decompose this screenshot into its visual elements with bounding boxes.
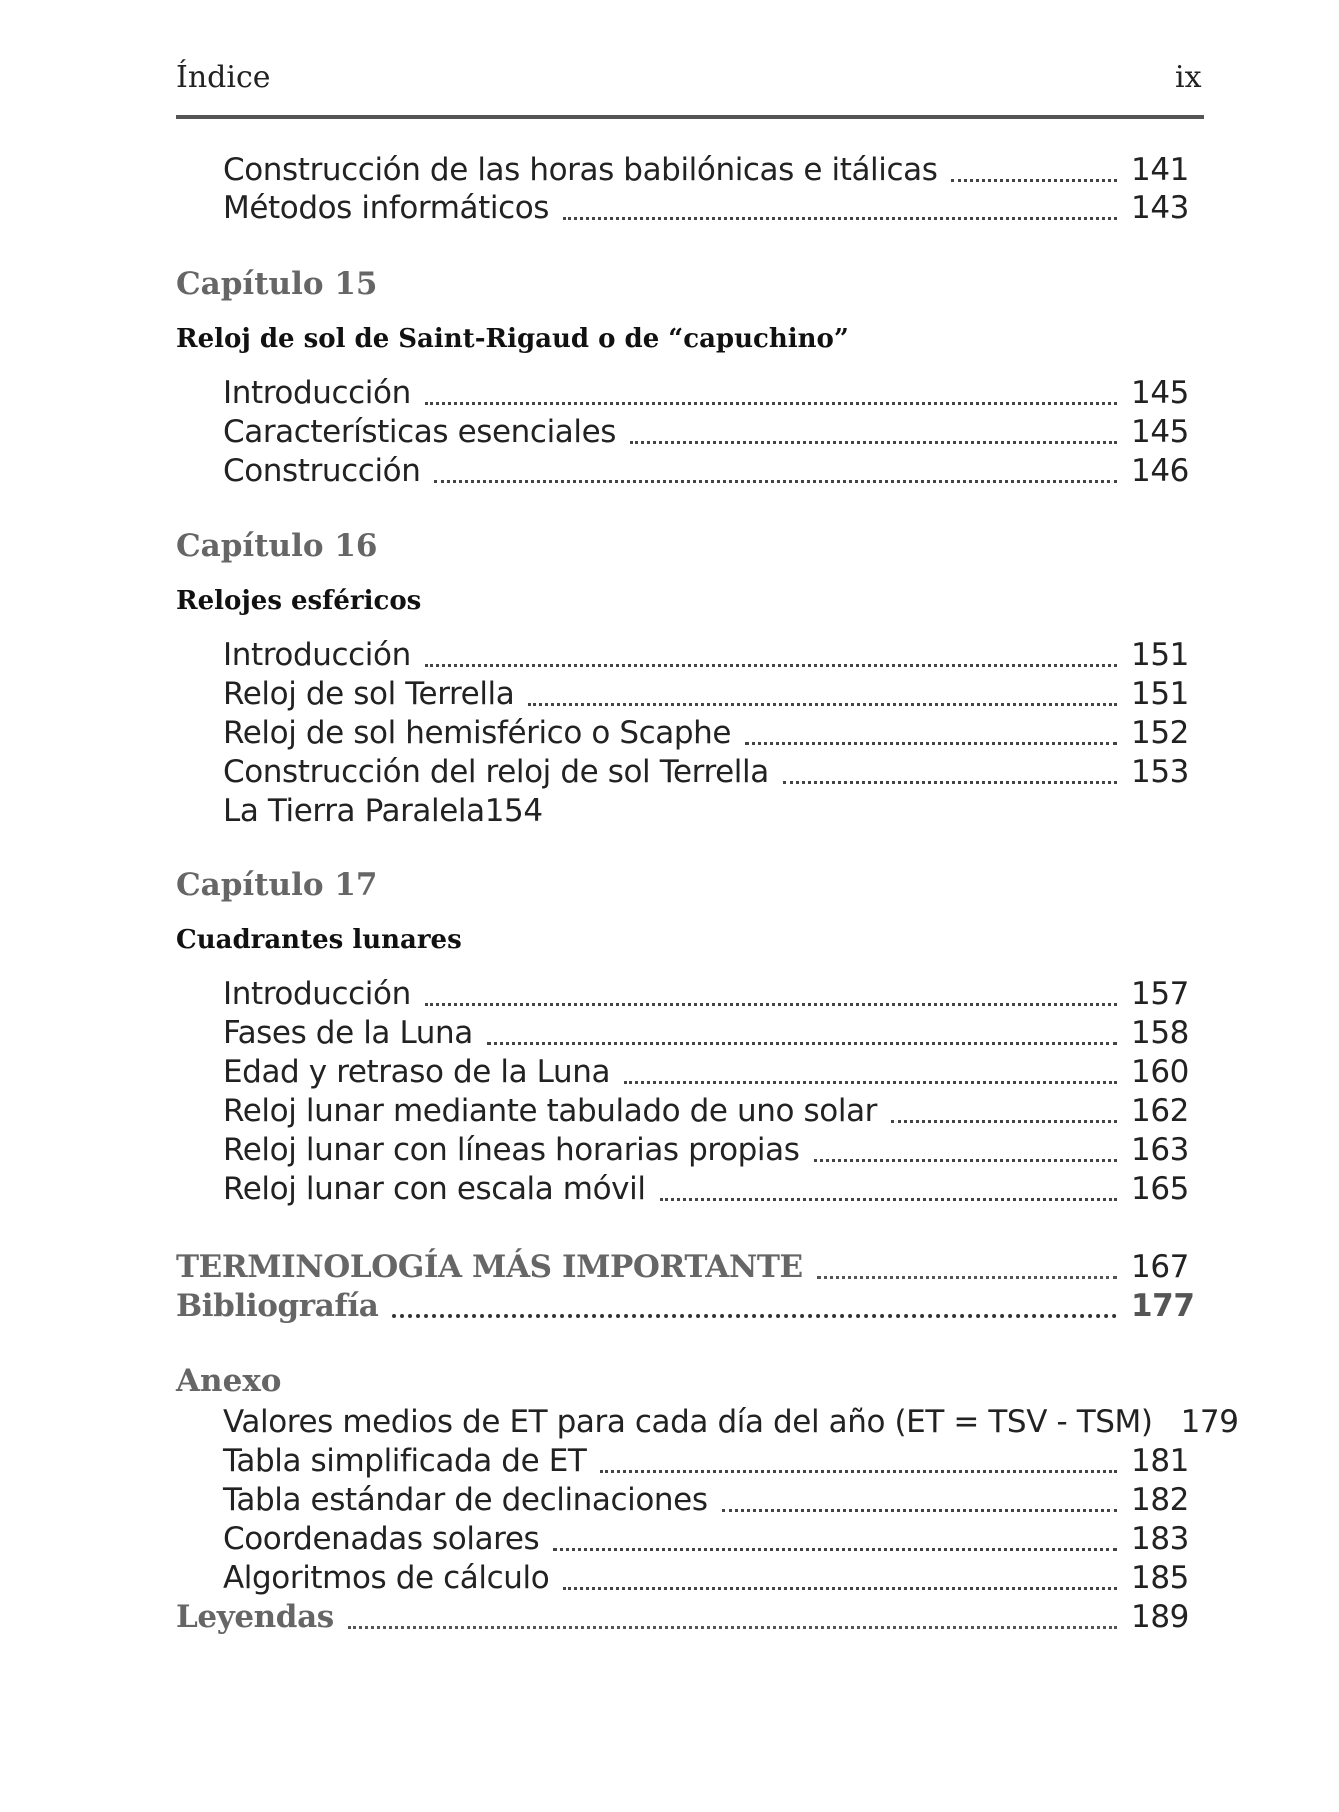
toc-entry-title: Reloj lunar con líneas horarias propias xyxy=(223,1132,800,1168)
toc-entry-page: 151 xyxy=(1131,676,1189,712)
toc-entry[interactable] xyxy=(223,1052,1189,1090)
dot-leader xyxy=(814,1159,1118,1162)
toc-entry[interactable] xyxy=(223,373,1189,411)
toc-entry[interactable] xyxy=(223,1558,1189,1596)
toc-entry[interactable] xyxy=(223,974,1189,1012)
toc-entry-title: Reloj de sol hemisférico o Scaphe xyxy=(223,715,732,751)
toc-entry-page: 152 xyxy=(1131,715,1189,751)
dot-leader xyxy=(783,781,1117,784)
toc-entry-page: 153 xyxy=(1131,754,1189,790)
toc-entry[interactable] xyxy=(223,1402,1239,1440)
toc-entry[interactable] xyxy=(223,752,1189,790)
toc-entry-title: Algoritmos de cálculo xyxy=(223,1560,550,1596)
dot-leader xyxy=(951,179,1117,182)
toc-terminology[interactable] xyxy=(176,1247,1189,1285)
toc-entry-title: Introducción xyxy=(223,375,411,411)
dot-leader xyxy=(392,1314,1117,1318)
toc-entry-page: 167 xyxy=(1131,1249,1189,1285)
toc-entry-title: Construcción de las horas babilónicas e itálicas xyxy=(223,152,938,188)
chapter-heading: Capítulo 17 xyxy=(176,867,378,903)
dot-leader xyxy=(348,1626,1117,1629)
toc-entry-title: Fases de la Luna xyxy=(223,1015,473,1051)
dot-leader xyxy=(425,664,1117,667)
header-rule xyxy=(176,115,1204,119)
dot-leader xyxy=(553,1548,1117,1551)
toc-entry[interactable] xyxy=(223,1480,1189,1518)
dot-leader xyxy=(630,441,1117,444)
chapter-subtitle: Reloj de sol de Saint-Rigaud o de “capuchino” xyxy=(176,324,849,354)
running-header-title: Índice xyxy=(176,60,271,95)
toc-entry-page: 145 xyxy=(1131,375,1189,411)
toc-entry[interactable] xyxy=(223,1130,1189,1168)
toc-entry-title: La Tierra Paralela154 xyxy=(223,793,543,829)
dot-leader xyxy=(563,1587,1117,1590)
toc-legends[interactable] xyxy=(176,1597,1189,1635)
toc-entry-page: 182 xyxy=(1131,1482,1189,1518)
chapter-heading: Capítulo 15 xyxy=(176,266,378,302)
chapter-subtitle: Relojes esféricos xyxy=(176,586,422,616)
toc-entry-page: 151 xyxy=(1131,637,1189,673)
toc-entry-page: 160 xyxy=(1131,1054,1189,1090)
toc-entry[interactable] xyxy=(223,150,1189,188)
toc-entry-page: 165 xyxy=(1131,1171,1189,1207)
toc-entry-title: Reloj lunar mediante tabulado de uno solar xyxy=(223,1093,878,1129)
toc-entry-page: 177 xyxy=(1131,1288,1195,1324)
dot-leader xyxy=(563,217,1117,220)
toc-bibliography[interactable] xyxy=(176,1286,1195,1324)
toc-entry-title: Leyendas xyxy=(176,1599,334,1635)
toc-entry-page: 146 xyxy=(1131,453,1189,489)
toc-entry-title: Introducción xyxy=(223,976,411,1012)
toc-entry-title: Coordenadas solares xyxy=(223,1521,540,1557)
dot-leader xyxy=(425,1003,1117,1006)
toc-entry[interactable] xyxy=(223,1091,1189,1129)
dot-leader xyxy=(425,402,1117,405)
toc-entry-page: 163 xyxy=(1131,1132,1189,1168)
dot-leader xyxy=(817,1276,1117,1279)
toc-entry[interactable] xyxy=(223,1013,1189,1051)
toc-entry-title: Tabla estándar de declinaciones xyxy=(223,1482,708,1518)
toc-entry-title: Valores medios de ET para cada día del año (ET = TSV - TSM) xyxy=(223,1404,1153,1440)
dot-leader xyxy=(487,1042,1117,1045)
toc-entry-page: 183 xyxy=(1131,1521,1189,1557)
toc-entry-page: 181 xyxy=(1131,1443,1189,1479)
dot-leader xyxy=(528,703,1117,706)
toc-entry[interactable] xyxy=(223,1169,1189,1207)
toc-entry[interactable] xyxy=(223,791,1189,829)
toc-entry-page: 158 xyxy=(1131,1015,1189,1051)
toc-entry-page: 143 xyxy=(1131,190,1189,226)
toc-entry-title: TERMINOLOGÍA MÁS IMPORTANTE xyxy=(176,1249,803,1285)
toc-entry[interactable] xyxy=(223,713,1189,751)
toc-entry[interactable] xyxy=(223,412,1189,450)
toc-entry[interactable] xyxy=(223,1519,1189,1557)
toc-entry-title: Introducción xyxy=(223,637,411,673)
toc-entry-page: 189 xyxy=(1131,1599,1189,1635)
toc-entry-title: Tabla simplificada de ET xyxy=(223,1443,587,1479)
dot-leader xyxy=(660,1198,1117,1201)
dot-leader xyxy=(624,1081,1117,1084)
toc-entry[interactable] xyxy=(223,674,1189,712)
toc-entry-page: 157 xyxy=(1131,976,1189,1012)
toc-entry-page: 179 xyxy=(1180,1404,1239,1440)
chapter-heading: Capítulo 16 xyxy=(176,528,378,564)
dot-leader xyxy=(722,1509,1117,1512)
toc-entry-title: Edad y retraso de la Luna xyxy=(223,1054,611,1090)
toc-entry-title: Características esenciales xyxy=(223,414,617,450)
toc-entry[interactable] xyxy=(223,635,1189,673)
toc-entry-page: 185 xyxy=(1131,1560,1189,1596)
page-number: ix xyxy=(1175,60,1202,95)
toc-entry[interactable] xyxy=(223,188,1189,226)
toc-entry-title: Construcción xyxy=(223,453,421,489)
toc-entry-title: Métodos informáticos xyxy=(223,190,550,226)
toc-entry-page: 145 xyxy=(1131,414,1189,450)
dot-leader xyxy=(600,1470,1117,1473)
chapter-subtitle: Cuadrantes lunares xyxy=(176,925,462,955)
toc-entry-page: 141 xyxy=(1131,152,1189,188)
toc-entry-title: Reloj de sol Terrella xyxy=(223,676,515,712)
toc-entry-page: 162 xyxy=(1131,1093,1189,1129)
annex-heading: Anexo xyxy=(176,1363,282,1399)
dot-leader xyxy=(434,480,1117,483)
toc-entry-title: Construcción del reloj de sol Terrella xyxy=(223,754,769,790)
dot-leader xyxy=(745,742,1117,745)
toc-entry-title: Bibliografía xyxy=(176,1288,379,1324)
toc-entry-title: Reloj lunar con escala móvil xyxy=(223,1171,646,1207)
toc-entry[interactable] xyxy=(223,451,1189,489)
toc-entry[interactable] xyxy=(223,1441,1189,1479)
dot-leader xyxy=(891,1120,1117,1123)
